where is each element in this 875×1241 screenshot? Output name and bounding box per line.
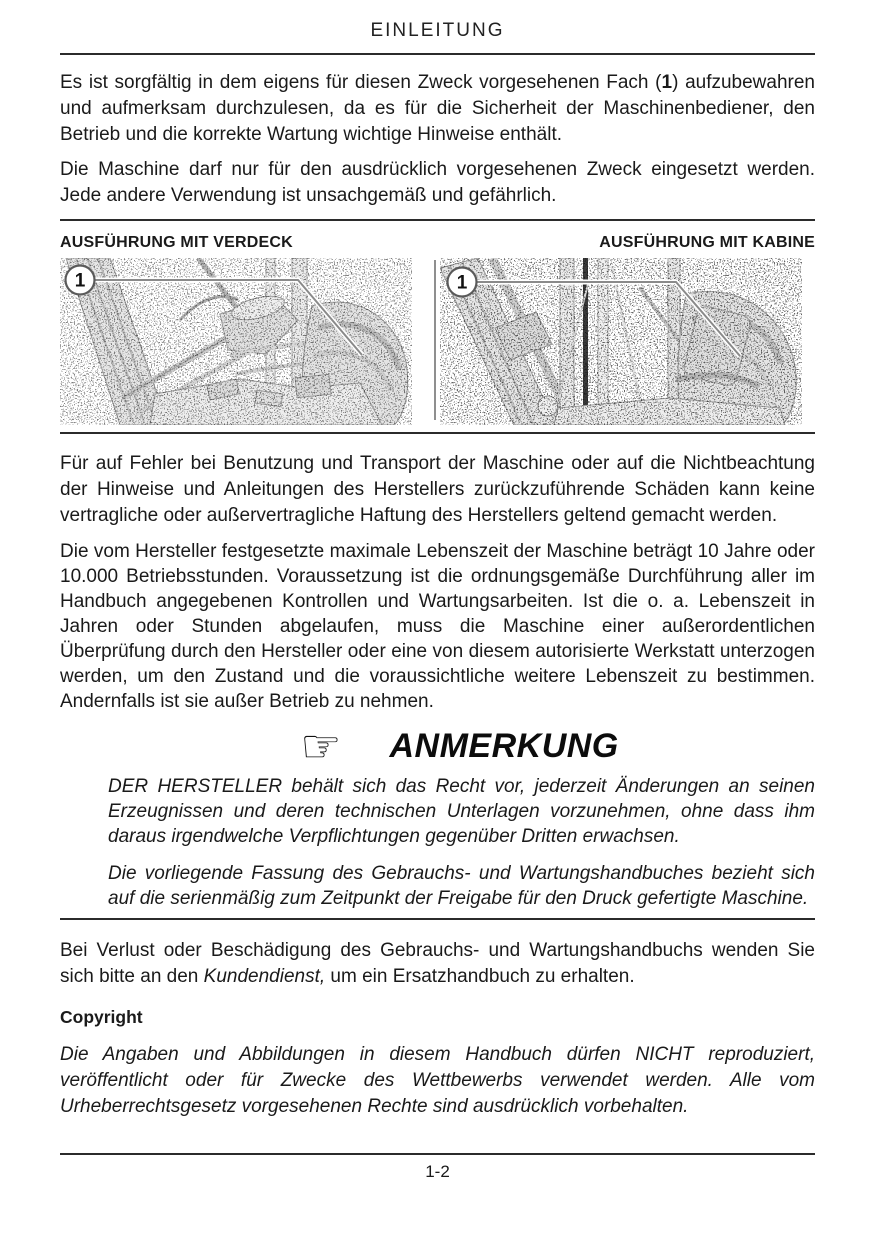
kabine-callout-1-label: 1 (456, 272, 468, 294)
caption-kabine: AUSFÜHRUNG MIT KABINE (599, 234, 815, 251)
note-title: ANMERKUNG (389, 726, 619, 765)
customer-service-italic: Kundendienst, (203, 966, 326, 987)
intro-paragraph-1 (60, 70, 815, 148)
figure-captions (60, 233, 815, 253)
note-paragraph-1: DER HERSTELLER behält sich das Recht vor, jederzeit Änderungen an seinen Erzeugnissen und deren technischen Unterlagen vorzunehmen, ohne dass ihm daraus irgendwelche Verpflichtungen gegenüber Dritten erwachsen. (108, 776, 815, 847)
intro-paragraph-2: Die Maschine darf nur für den ausdrücklich vorgesehenen Zweck eingesetzt werden. Jede andere Verwendung ist unsachgemäß und gefährlich. (60, 159, 815, 206)
note-header (82, 719, 837, 773)
caption-verdeck: AUSFÜHRUNG MIT VERDECK (60, 234, 293, 251)
pointing-hand-icon: ☞ (300, 719, 342, 773)
intro-paragraph-1-pre: Es ist sorgfältig in dem eigens für diesen Zweck vorgesehenen Fach ( (60, 72, 662, 93)
verdeck-figure-illustration (60, 258, 412, 425)
replacement-paragraph-pre: Bei Verlust oder Beschädigung des Gebrauchs- und Wartungshandbuchs wenden Sie sich bitte an den (60, 940, 815, 987)
verdeck-callout-1-label: 1 (74, 270, 86, 292)
lifetime-paragraph: Die vom Hersteller festgesetzte maximale Lebenszeit der Maschine beträgt 10 Jahre oder 10.000 Betriebsstunden. Voraussetzung ist die ordnungsgemäße Durchführung aller im Handbuch angegebenen Kontrollen und Wartungsarbeiten. Ist die o. a. Lebenszeit in Jahren oder Stunden abgelaufen, muss die Maschine einer außerordentlichen Überprüfung durch den Hersteller oder eine von diesem autorisierte Werkstatt unterzogen werden, um den Zustand und die voraussichtliche weitere Lebenszeit zu bestimmen. Andernfalls ist sie außer Betrieb zu nehmen. (60, 541, 815, 712)
page-number: 1-2 (425, 1162, 450, 1181)
replacement-paragraph (60, 938, 815, 990)
intro-paragraph-1-post: ) aufzubewahren und aufmerksam durchzulesen, da es für die Sicherheit der Maschinenbediener, den Betrieb und die korrekte Wartung wichtige Hinweise enthält. (60, 72, 815, 145)
liability-paragraph: Für auf Fehler bei Benutzung und Transport der Maschine oder auf die Nichtbeachtung der Hinweise und Anleitungen des Herstellers zurückzuführende Schäden kann keine vertragliche oder außervertragliche Haftung des Herstellers geltend gemacht werden. (60, 453, 815, 526)
copyright-title: Copyright (60, 1007, 143, 1027)
footer-rule (60, 1153, 815, 1155)
page-footer (60, 1153, 815, 1241)
page-title: EINLEITUNG (370, 20, 505, 41)
note-paragraph-2: Die vorliegende Fassung des Gebrauchs- und Wartungshandbuches bezieht sich auf die serienmäßig zum Zeitpunkt der Freigabe für den Druck gefertigte Maschine. (108, 863, 815, 909)
figure-divider (434, 260, 436, 420)
kabine-figure-illustration (440, 258, 802, 425)
callout-reference-bold: 1 (661, 72, 673, 93)
replacement-paragraph-post: um ein Ersatzhandbuch zu erhalten. (325, 966, 635, 987)
figure-section-top-rule (60, 219, 815, 221)
figure-row (60, 258, 815, 425)
note-bottom-rule (60, 918, 815, 920)
copyright-paragraph: Die Angaben und Abbildungen in diesem Handbuch dürfen NICHT reproduziert, veröffentlicht oder für Zwecke des Wettbewerbs verwendet werden. Alle vom Urheberrechtsgesetz vorgesehenen Rechte sind ausdrücklich vorbehalten. (60, 1044, 815, 1117)
figure-section-bottom-rule (60, 432, 815, 434)
header-rule (60, 53, 815, 55)
